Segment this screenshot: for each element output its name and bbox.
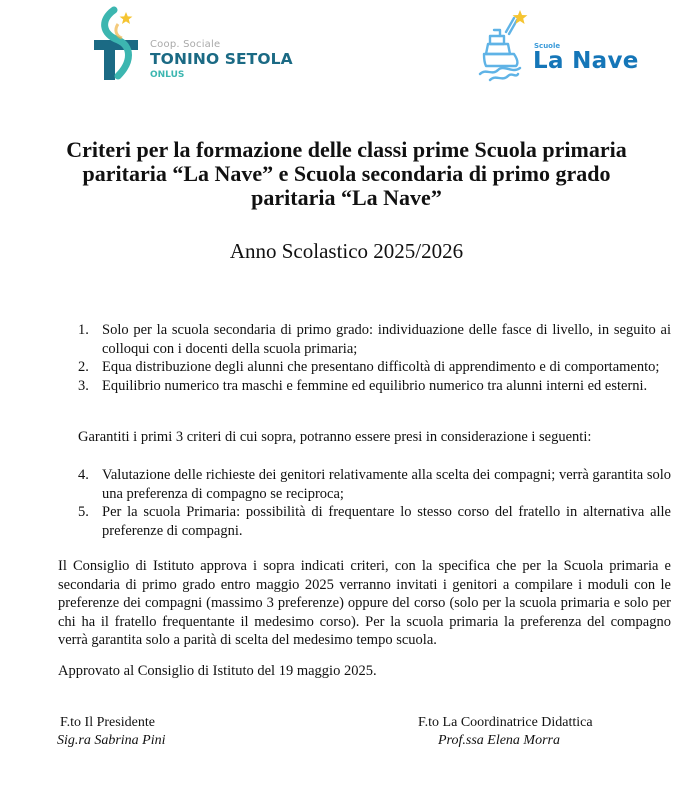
document-title [40, 138, 653, 210]
list-number: 1. [78, 322, 89, 338]
list-text: Equilibrio numerico tra maschi e femmine ed equilibrio numerico tra alunni interni ed esterni. [102, 377, 648, 394]
tonino-setola-logo [92, 6, 302, 82]
signature-president [57, 714, 166, 750]
signature-role: F.to La Coordinatrice Didattica [418, 715, 593, 730]
list-item [78, 503, 671, 540]
logo-name: La Nave [533, 48, 639, 74]
signature-role: F.to Il Presidente [60, 715, 155, 730]
title-line: Criteri per la formazione delle classi prime Scuola primaria [66, 137, 627, 162]
list-item [78, 321, 671, 358]
list-number: 2. [78, 359, 89, 375]
logo-subtitle: Scuole [534, 42, 561, 50]
list-text: Solo per la scuola secondaria di primo grado: individuazione delle fasce di livello, in seguito ai colloqui con i docenti della scuola primaria; [102, 322, 671, 357]
approval-note: Approvato al Consiglio di Istituto del 19 maggio 2025. [58, 663, 377, 679]
criteria-list-secondary [78, 466, 671, 540]
signature-coordinator [418, 714, 593, 750]
list-number: 4. [78, 467, 89, 483]
criteria-list-primary [78, 321, 671, 395]
council-paragraph: Il Consiglio di Istituto approva i sopra indicati criteri, con la specifica che per la Scuola primaria e secondaria di primo grado entro maggio 2025 verranno invitati i genitori a compilare i moduli con le preferenze dei compagni (massimo 3 preferenze) oppure del corso (solo per la scuola primaria e solo per chi ha il fratello frequentante il medesimo corso). Per la scuola primaria la preferenza del compagno verrà garantita solo a parità di scelta del medesimo tempo scuola. [58, 558, 671, 649]
logo-suffix: ONLUS [150, 70, 185, 80]
logo-name: TONINO SETOLA [150, 50, 293, 68]
signature-name: Sig.ra Sabrina Pini [57, 733, 166, 748]
intermediate-text: Garantiti i primi 3 criteri di cui sopra, potranno essere presi in considerazione i seguenti: [78, 429, 592, 445]
signature-name: Prof.ssa Elena Morra [438, 733, 560, 748]
ship-icon [478, 8, 534, 86]
list-item [78, 358, 671, 377]
list-text: Equa distribuzione degli alunni che presentano difficoltà di apprendimento e di comportamento; [102, 359, 660, 375]
list-text: Valutazione delle richieste dei genitori relativamente alla scelta dei compagni; verrà garantita solo una preferenza di compagno se reciproca; [102, 467, 671, 502]
list-text: Per la scuola Primaria: possibilità di frequentare lo stesso corso del fratello in alternativa alle preferenze di compagni. [102, 504, 671, 539]
list-number: 3. [78, 377, 89, 394]
title-line: paritaria “La Nave” [251, 185, 442, 210]
list-item [78, 377, 671, 396]
list-item [78, 466, 671, 503]
title-line: paritaria “La Nave” e Scuola secondaria di primo grado [82, 161, 611, 186]
la-nave-logo [478, 8, 648, 88]
tonino-setola-emblem-icon [92, 6, 148, 82]
school-year: Anno Scolastico 2025/2026 [229, 239, 464, 263]
logo-subtitle: Coop. Sociale [150, 39, 221, 50]
list-number: 5. [78, 504, 89, 520]
